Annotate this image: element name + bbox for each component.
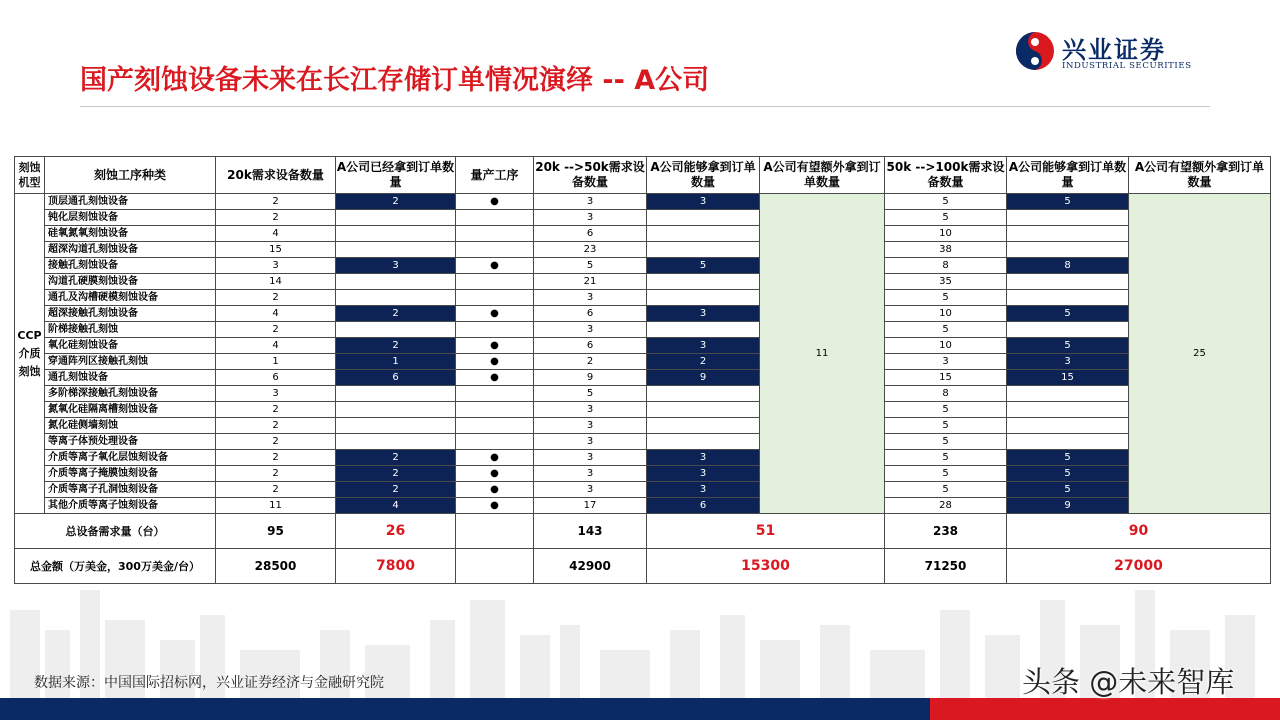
column-header: 刻蚀机型 [15,157,45,194]
totals-row [15,514,1271,549]
demand-50k-cell: 5 [534,386,647,402]
table-row [15,370,1271,386]
process-name-cell: 超深沟道孔刻蚀设备 [45,242,216,258]
logo-name-en: INDUSTRIAL SECURITIES [1062,61,1192,71]
demand-50k-cell: 2 [534,354,647,370]
column-header: A公司有望额外拿到订单数量 [760,157,885,194]
mass-production-cell: ● [456,466,534,482]
demand-100k-cell: 5 [885,434,1007,450]
process-name-cell: 沟道孔硬膜刻蚀设备 [45,274,216,290]
demand-100k-cell: 35 [885,274,1007,290]
table-row [15,434,1271,450]
demand-20k-cell: 3 [216,258,336,274]
orders-100k-cell [1007,418,1129,434]
orders-20k-cell [336,434,456,450]
mass-production-cell: ● [456,194,534,210]
orders-50k-cell: 6 [647,498,760,514]
orders-20k-cell: 2 [336,338,456,354]
total-orders-50k-cell: 51 [647,514,885,549]
mass-production-cell [456,226,534,242]
orders-100k-cell [1007,210,1129,226]
orders-100k-cell [1007,242,1129,258]
demand-100k-cell: 3 [885,354,1007,370]
demand-20k-cell: 2 [216,450,336,466]
orders-50k-cell: 3 [647,482,760,498]
demand-100k-cell: 38 [885,242,1007,258]
process-name-cell: 氧化硅刻蚀设备 [45,338,216,354]
demand-50k-cell: 6 [534,338,647,354]
demand-20k-cell: 2 [216,290,336,306]
page-title: 国产刻蚀设备未来在长江存储订单情况演绎 -- A公司 [80,65,710,96]
orders-50k-cell: 9 [647,370,760,386]
mass-production-cell: ● [456,338,534,354]
mass-production-cell: ● [456,498,534,514]
total-demand-20k-cell: 95 [216,514,336,549]
mass-production-cell [456,290,534,306]
mass-production-cell [456,322,534,338]
total-orders-20k-cell: 26 [336,514,456,549]
table-row [15,338,1271,354]
total-orders-20k-cell: 7800 [336,549,456,584]
mass-production-cell: ● [456,450,534,466]
process-name-cell: 穿通阵列区接触孔刻蚀 [45,354,216,370]
total-orders-100k-cell: 90 [1007,514,1271,549]
orders-50k-cell [647,322,760,338]
demand-20k-cell: 1 [216,354,336,370]
demand-50k-cell: 3 [534,482,647,498]
table-row [15,466,1271,482]
orders-100k-cell: 3 [1007,354,1129,370]
demand-50k-cell: 3 [534,210,647,226]
footer-accent [930,698,1280,720]
demand-50k-cell: 3 [534,402,647,418]
orders-20k-cell [336,242,456,258]
orders-50k-cell [647,386,760,402]
demand-50k-cell: 23 [534,242,647,258]
process-name-cell: 阶梯接触孔刻蚀 [45,322,216,338]
demand-50k-cell: 3 [534,322,647,338]
demand-20k-cell: 2 [216,210,336,226]
table-row [15,402,1271,418]
orders-50k-cell [647,418,760,434]
demand-50k-cell: 3 [534,418,647,434]
title-divider [80,106,1210,107]
logo-mark-icon [1014,30,1056,72]
orders-50k-cell: 3 [647,450,760,466]
demand-100k-cell: 5 [885,418,1007,434]
group-label-cell: CCP 介质刻蚀 [15,194,45,514]
demand-20k-cell: 2 [216,322,336,338]
orders-50k-cell [647,402,760,418]
demand-50k-cell: 3 [534,466,647,482]
table-row [15,290,1271,306]
mass-production-cell: ● [456,370,534,386]
demand-100k-cell: 5 [885,194,1007,210]
mass-production-cell [456,418,534,434]
demand-20k-cell: 2 [216,466,336,482]
orders-100k-cell: 5 [1007,466,1129,482]
mass-production-cell [456,402,534,418]
demand-100k-cell: 5 [885,466,1007,482]
table-row [15,306,1271,322]
table-row [15,450,1271,466]
table-row [15,386,1271,402]
process-name-cell: 介质等离子掩膜蚀刻设备 [45,466,216,482]
table-row [15,418,1271,434]
demand-100k-cell: 5 [885,210,1007,226]
demand-20k-cell: 2 [216,482,336,498]
extra-orders-50k-cell: 11 [760,194,885,514]
demand-100k-cell: 8 [885,386,1007,402]
demand-20k-cell: 2 [216,194,336,210]
orders-50k-cell: 3 [647,306,760,322]
orders-20k-cell [336,210,456,226]
orders-50k-cell [647,210,760,226]
orders-100k-cell [1007,322,1129,338]
process-name-cell: 介质等离子氧化层蚀刻设备 [45,450,216,466]
orders-100k-cell: 15 [1007,370,1129,386]
watermark: 头条 @未来智库 [1022,665,1235,699]
process-name-cell: 其他介质等离子蚀刻设备 [45,498,216,514]
table-row [15,482,1271,498]
orders-50k-cell: 3 [647,194,760,210]
orders-20k-cell: 2 [336,194,456,210]
total-mass-production-cell [456,549,534,584]
total-demand-50k-cell: 42900 [534,549,647,584]
table-row [15,258,1271,274]
mass-production-cell: ● [456,482,534,498]
demand-50k-cell: 3 [534,194,647,210]
demand-50k-cell: 3 [534,290,647,306]
column-header: A公司能够拿到订单数量 [647,157,760,194]
demand-20k-cell: 15 [216,242,336,258]
process-name-cell: 接触孔刻蚀设备 [45,258,216,274]
table-row [15,274,1271,290]
mass-production-cell: ● [456,258,534,274]
orders-50k-cell [647,290,760,306]
process-name-cell: 通孔及沟槽硬模刻蚀设备 [45,290,216,306]
column-header: 50k -->100k需求设备数量 [885,157,1007,194]
orders-20k-cell: 2 [336,306,456,322]
process-name-cell: 氮氧化硅隔离槽刻蚀设备 [45,402,216,418]
orders-50k-cell [647,434,760,450]
column-header: 量产工序 [456,157,534,194]
table-header-row [15,157,1271,194]
demand-50k-cell: 5 [534,258,647,274]
table-row [15,322,1271,338]
orders-20k-cell [336,418,456,434]
orders-100k-cell: 5 [1007,338,1129,354]
orders-100k-cell [1007,274,1129,290]
column-header: A公司已经拿到订单数量 [336,157,456,194]
data-source-note: 数据来源：中国国际招标网，兴业证券经济与金融研究院 [34,675,384,691]
demand-20k-cell: 14 [216,274,336,290]
company-logo [1014,30,1204,74]
orders-50k-cell: 2 [647,354,760,370]
process-name-cell: 等离子体预处理设备 [45,434,216,450]
logo-name-cn: 兴业证券 [1062,36,1166,64]
mass-production-cell [456,274,534,290]
orders-20k-cell [336,322,456,338]
orders-100k-cell: 5 [1007,450,1129,466]
orders-50k-cell [647,274,760,290]
orders-20k-cell: 2 [336,450,456,466]
table-row [15,354,1271,370]
orders-100k-cell [1007,226,1129,242]
demand-100k-cell: 5 [885,322,1007,338]
demand-100k-cell: 10 [885,226,1007,242]
orders-100k-cell: 5 [1007,306,1129,322]
demand-20k-cell: 3 [216,386,336,402]
orders-100k-cell: 5 [1007,194,1129,210]
orders-20k-cell: 4 [336,498,456,514]
demand-20k-cell: 2 [216,402,336,418]
order-scenario-table [14,156,1271,584]
mass-production-cell [456,386,534,402]
orders-100k-cell [1007,386,1129,402]
process-name-cell: 超深接触孔刻蚀设备 [45,306,216,322]
orders-20k-cell: 1 [336,354,456,370]
demand-100k-cell: 28 [885,498,1007,514]
orders-100k-cell [1007,402,1129,418]
orders-100k-cell [1007,434,1129,450]
demand-100k-cell: 10 [885,306,1007,322]
demand-100k-cell: 15 [885,370,1007,386]
orders-100k-cell [1007,290,1129,306]
total-demand-20k-cell: 28500 [216,549,336,584]
demand-20k-cell: 6 [216,370,336,386]
mass-production-cell: ● [456,306,534,322]
demand-100k-cell: 5 [885,450,1007,466]
demand-50k-cell: 9 [534,370,647,386]
table-row [15,210,1271,226]
totals-row [15,549,1271,584]
column-header: 20k需求设备数量 [216,157,336,194]
orders-20k-cell: 2 [336,466,456,482]
mass-production-cell: ● [456,354,534,370]
demand-20k-cell: 2 [216,434,336,450]
demand-20k-cell: 2 [216,418,336,434]
orders-50k-cell: 3 [647,338,760,354]
totals-label-cell: 总金额（万美金，300万美金/台） [15,549,216,584]
orders-50k-cell: 5 [647,258,760,274]
orders-100k-cell: 5 [1007,482,1129,498]
demand-100k-cell: 5 [885,482,1007,498]
demand-20k-cell: 4 [216,226,336,242]
column-header: 20k -->50k需求设备数量 [534,157,647,194]
total-demand-100k-cell: 238 [885,514,1007,549]
orders-20k-cell [336,402,456,418]
process-name-cell: 氮化硅侧墙刻蚀 [45,418,216,434]
orders-20k-cell [336,290,456,306]
process-name-cell: 多阶梯深接触孔刻蚀设备 [45,386,216,402]
demand-20k-cell: 4 [216,306,336,322]
orders-50k-cell: 3 [647,466,760,482]
demand-50k-cell: 21 [534,274,647,290]
demand-20k-cell: 11 [216,498,336,514]
demand-100k-cell: 5 [885,402,1007,418]
total-orders-50k-cell: 15300 [647,549,885,584]
demand-100k-cell: 8 [885,258,1007,274]
table-row [15,498,1271,514]
orders-50k-cell [647,242,760,258]
orders-100k-cell: 9 [1007,498,1129,514]
orders-20k-cell: 3 [336,258,456,274]
mass-production-cell [456,210,534,226]
process-name-cell: 介质等离子孔洞蚀刻设备 [45,482,216,498]
process-name-cell: 硅氧氮氧刻蚀设备 [45,226,216,242]
orders-20k-cell [336,386,456,402]
demand-50k-cell: 3 [534,434,647,450]
column-header: 刻蚀工序种类 [45,157,216,194]
column-header: A公司有望额外拿到订单数量 [1129,157,1271,194]
demand-50k-cell: 3 [534,450,647,466]
orders-100k-cell: 8 [1007,258,1129,274]
total-mass-production-cell [456,514,534,549]
orders-20k-cell [336,226,456,242]
table-row [15,242,1271,258]
total-orders-100k-cell: 27000 [1007,549,1271,584]
process-name-cell: 顶层通孔刻蚀设备 [45,194,216,210]
process-name-cell: 通孔刻蚀设备 [45,370,216,386]
total-demand-100k-cell: 71250 [885,549,1007,584]
demand-100k-cell: 10 [885,338,1007,354]
extra-orders-100k-cell: 25 [1129,194,1271,514]
mass-production-cell [456,242,534,258]
orders-20k-cell [336,274,456,290]
orders-20k-cell: 2 [336,482,456,498]
totals-label-cell: 总设备需求量（台） [15,514,216,549]
demand-20k-cell: 4 [216,338,336,354]
demand-50k-cell: 6 [534,306,647,322]
demand-50k-cell: 6 [534,226,647,242]
total-demand-50k-cell: 143 [534,514,647,549]
orders-50k-cell [647,226,760,242]
table-row [15,226,1271,242]
column-header: A公司能够拿到订单数量 [1007,157,1129,194]
demand-50k-cell: 17 [534,498,647,514]
process-name-cell: 钝化层刻蚀设备 [45,210,216,226]
mass-production-cell [456,434,534,450]
orders-20k-cell: 6 [336,370,456,386]
demand-100k-cell: 5 [885,290,1007,306]
table-row [15,194,1271,210]
